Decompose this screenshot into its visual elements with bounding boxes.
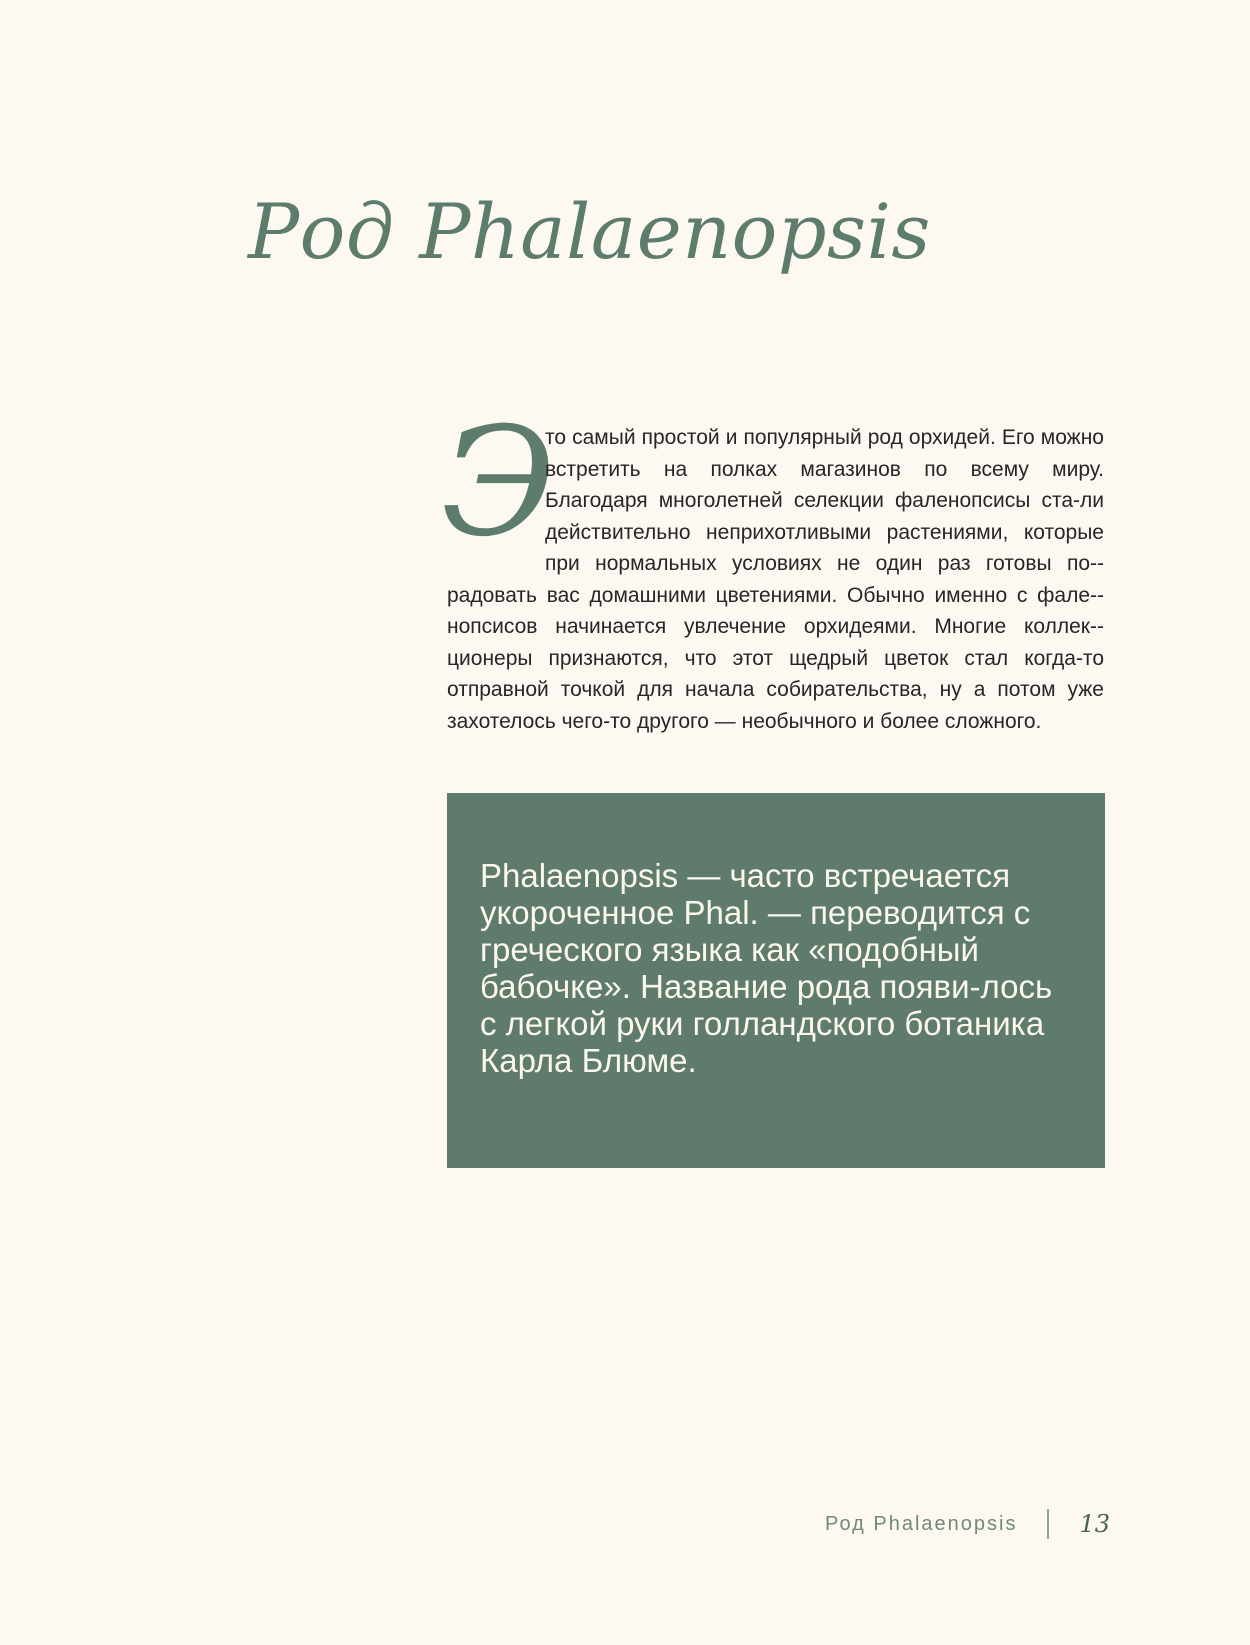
intro-text: то самый простой и популярный род орхидей. Его можно встретить на полках магазинов по всему миру. Благодаря многолетней селекции фаленопсисы ста-ли действительно неприхотливыми растениями, которые при нормальных условиях не один раз готовы по-радовать вас домашними цветениями. Обычно именно с фале-нопсисов начинается увлечение орхидеями. Многие коллек-ционеры признаются, что этот щедрый цветок стал когда-то отправной точкой для начала собирательства, ну а потом уже захотелось чего-то другого — необычного и более сложного. <box>447 426 1104 733</box>
intro-paragraph <box>441 396 1104 752</box>
page-number: 13 <box>1079 1510 1110 1538</box>
chapter-title: Род Phalaenopsis <box>248 187 931 276</box>
page-footer <box>825 1506 1110 1542</box>
callout-text: Phalaenopsis — часто встречается укороченное Phal. — переводится с греческого языка как «подобный бабочке». Название рода появи-лось с легкой руки голландского ботаника Карла Блюме. <box>480 857 1053 1079</box>
running-title: Род Phalaenopsis <box>824 1512 1018 1535</box>
drop-cap: Э <box>441 396 556 570</box>
callout-box <box>447 793 1105 1168</box>
footer-divider <box>1047 1509 1049 1539</box>
